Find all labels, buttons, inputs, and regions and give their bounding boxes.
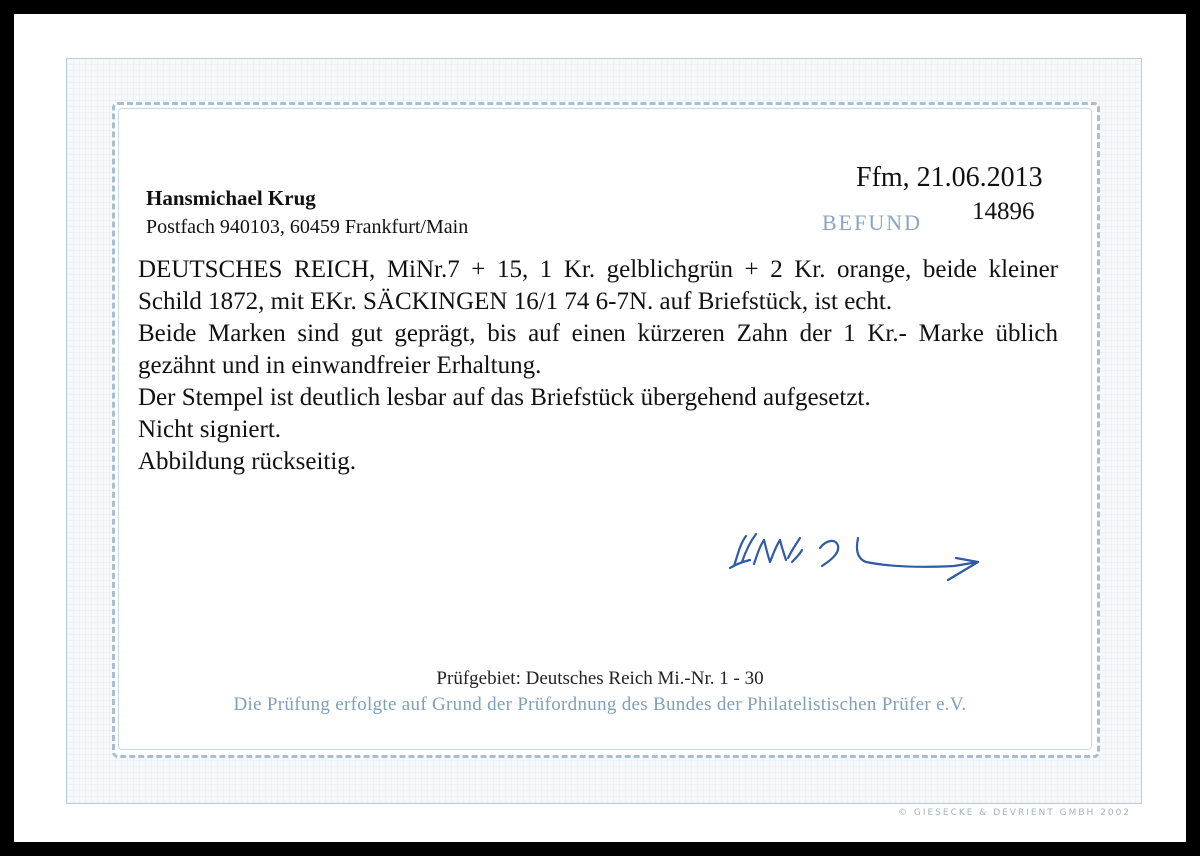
- handwritten-signature: [716, 518, 986, 588]
- printer-mark: © GIESECKE & DEVRIENT GMBH 2002: [898, 808, 1132, 818]
- befund-label: BEFUND: [822, 210, 923, 235]
- signed-note: Nicht signiert.: [138, 416, 282, 443]
- postmark-paragraph: Der Stempel ist deutlich lesbar auf das Briefstück übergehend aufgesetzt.: [138, 384, 871, 411]
- certificate-sheet: [14, 14, 1186, 842]
- footer-scope: Prüfgebiet: Deutsches Reich Mi.-Nr. 1 - 30: [436, 668, 764, 689]
- certificate-date: Ffm, 21.06.2013: [856, 162, 1043, 193]
- issuer-address: Postfach 940103, 60459 Frankfurt/Main: [146, 216, 469, 238]
- illustration-note: Abbildung rückseitig.: [138, 448, 357, 475]
- issuer-name: Hansmichael Krug: [146, 186, 316, 210]
- condition-paragraph: Beide Marken sind gut geprägt, bis auf einen kürzeren Zahn der 1 Kr.- Marke üblich gezähnt und in einwandfreier Erhaltung.: [138, 320, 1058, 379]
- certificate-number: 14896: [972, 198, 1035, 225]
- certificate-body: [138, 254, 1058, 478]
- description-paragraph: DEUTSCHES REICH, MiNr.7 + 15, 1 Kr. gelblichgrün + 2 Kr. orange, beide kleiner Schild 1872, mit EKr. SÄCKINGEN 16/1 74 6-7N. auf Briefstück, ist echt.: [138, 256, 1058, 315]
- footer-bpp-statement: Die Prüfung erfolgte auf Grund der Prüfordnung des Bundes der Philatelistischen Prüfer e.V.: [233, 694, 967, 715]
